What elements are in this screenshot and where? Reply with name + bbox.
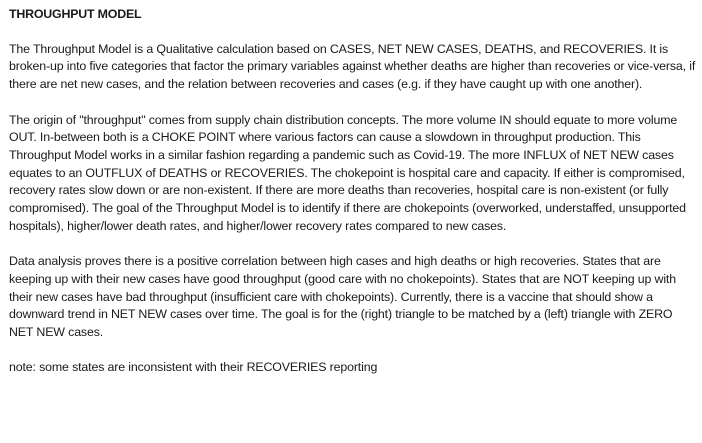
document-body [9, 6, 697, 377]
paragraph-note: note: some states are inconsistent with their RECOVERIES reporting [9, 360, 378, 375]
document-title: THROUGHPUT MODEL [9, 7, 142, 21]
paragraph-analysis: Data analysis proves there is a positive correlation between high cases and high deaths or high recoveries. States that are keeping up with their new cases have good throughput (good care with no chokepoints). States that are NOT keeping up with their new cases have bad throughput (insufficient care with chokepoints). Currently, there is a vaccine that should show a downward trend in NET NEW cases over time. The goal is for the (right) triangle to be matched by a (left) triangle with ZERO NET NEW cases. [9, 254, 676, 339]
paragraph-intro: The Throughput Model is a Qualitative calculation based on CASES, NET NEW CASES, DEATHS, and RECOVERIES. It is broken-up into five categories that factor the primary variables against whether deaths are higher than recoveries or vice-versa, if there are net new cases, and the relation between recoveries and cases (e.g. if they have caught up with one another). [9, 41, 696, 92]
paragraph-origin: The origin of "throughput" comes from supply chain distribution concepts. The more volume IN should equate to more volume OUT. In-between both is a CHOKE POINT where various factors can cause a slowdown in throughput production. This Throughput Model works in a similar fashion regarding a pandemic such as Covid-19. The more INFLUX of NET NEW cases equates to an OUTFLUX of DEATHS or RECOVERIES. The chokepoint is hospital care and capacity. If either is compromised, recovery rates slow down or are non-existent. If there are more deaths than recoveries, hospital care is non-existent (or fully compromised). The goal of the Throughput Model is to identify if there are chokepoints (overworked, understaffed, unsupported hospitals), higher/lower death rates, and higher/lower recovery rates compared to new cases. [9, 112, 686, 233]
